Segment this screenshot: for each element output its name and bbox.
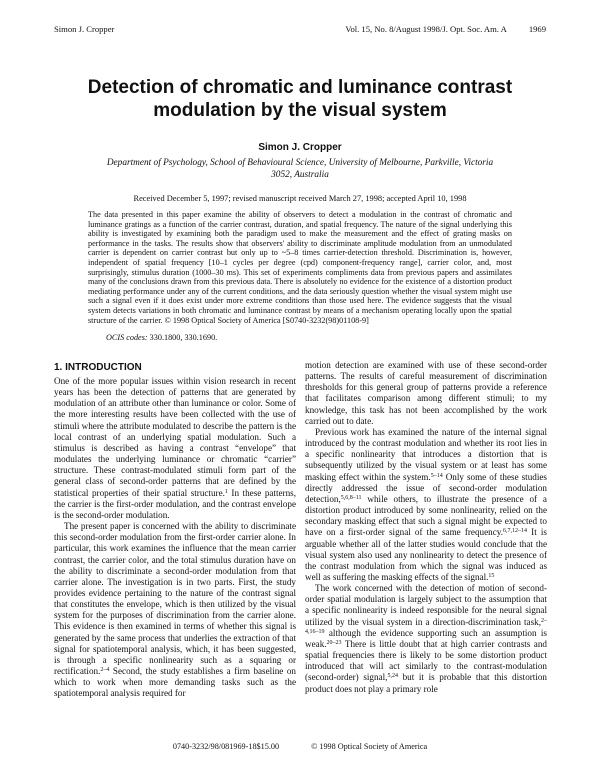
- running-head-right: [341, 24, 546, 34]
- reference: 2–4,16–19: [305, 617, 547, 635]
- running-head-author: Simon J. Cropper: [54, 24, 115, 34]
- running-head: [54, 24, 546, 34]
- reference: 6,7,12–14: [503, 528, 528, 535]
- abstract: The data presented in this paper examine the ability of observers to detect a modulation in the contrast of chromatic and luminance gratings as a function of the carrier contrast, duration, and spatial frequency. The nature of the signal underlying this ability is investigated by examining both the paradigm used to make the measurement and the effect of grating masks on performance in the tasks. The results show that observers' ability to discriminate amplitude modulation from an unmodulated carrier is dependent on carrier contrast but only up to ~5–8 times carrier-detection threshold. Discrimination is, however, independent of spatial frequency [10–1 cycles per degree (cpd) component-frequency range], carrier color, and, most surprisingly, stimulus duration (1000–30 ms). This set of experiments compliments data from previous papers and assimilates many of the conclusions drawn from this previous data. There is absolutely no evidence for the existence of a distortion product mediating performance under any of the current conditions, and the data seriously question whether the visual system might use such a signal even if it does exist under more extreme conditions than those used here. The evidence suggests that the visual system detects variations in both chromatic and luminance contrast by means of a mechanism operating locally upon the spatial structure of the carrier. © 1998 Optical Society of America [S0740-3232(98)01108-9]: [88, 210, 512, 325]
- running-head-volume: Vol. 15, No. 8/August 1998/J. Opt. Soc. Am. A: [345, 24, 507, 34]
- intro-paragraph-1: One of the more popular issues within vision research in recent years has been the detection of patterns that are generated by modulation of an attribute other than luminance or color. Some of the more interesting results have been collected with the use of stimuli where the attribute modulated to describe the pattern is the local contrast of an underlying spatial modulation. Such a stimulus is described as having a contrast “envelope” that modulates the underlying luminance or chromatic “carrier” structure. These contrast-modulated stimuli form part of the general class of second-order patterns that are defined by the statistical properties of their spatial structure.$^1$ In these patterns, the carrier is the first-order modulation, and the contrast envelope is the second-order modulation.: [54, 376, 296, 520]
- left-column: [54, 362, 296, 700]
- intro-paragraph-5: The work concerned with the detection of motion of second-order spatial modulation is largely subject to the assumption that a specific nonlinearity is indeed responsible for the neural signal utilized by the visual system in a direction-discrimination task,$^{2-4,16-19}$ although the evidence supporting such an assumption is weak.$^{20-23}$ There is little doubt that at high carrier contrasts and spatial frequencies there is likely to be some distortion product introduced that will act similarly to the contrast-modulation (second-order) signal,$^{5,24}$ but it is probable that this distortion product does not play a primary role: [305, 583, 547, 694]
- reference: 2–4: [100, 667, 110, 674]
- reference: 1: [224, 488, 228, 495]
- author-affiliation: Department of Psychology, School of Behavioural Science, University of Melbourne, Parkville, Victoria 3052, Australia: [106, 158, 494, 180]
- footer-copyright: © 1998 Optical Society of America: [311, 742, 428, 751]
- page-number: 1969: [528, 24, 546, 34]
- right-column: [305, 360, 547, 695]
- intro-paragraph-2: The present paper is concerned with the ability to discriminate this second-order modulation from the first-order carrier alone. In particular, this work examines the influence that the mean carrier contrast, the carrier color, and the total stimulus duration have on the ability to discriminate a second-order modulation from that carrier alone. The investigation is in two parts. First, the study provides evidence pertaining to the nature of the contrast signal that constitutes the envelope, which is then utilized by the visual system for the purposes of discrimination from the carrier alone. This evidence is then examined in terms of whether this signal is generated by the same process that underlies the extraction of that signal for spatiotemporal analysis, which, it has been suggested, is through a specific nonlinearity such as a squaring or rectification.$^{2-4}$ Second, the study establishes a firm baseline on which to work when more demanding tasks such as the spatiotemporal analysis required for: [54, 521, 296, 699]
- reference: 5,6,8–11: [340, 494, 362, 501]
- author-name: Simon J. Cropper: [258, 142, 342, 153]
- footer-code: 0740-3232/98/081969-18$15.00: [172, 742, 280, 751]
- reference: 5,24: [387, 673, 398, 680]
- section-heading: 1. INTRODUCTION: [54, 362, 142, 373]
- ocis-values: 330.1800, 330.1690.: [149, 333, 218, 342]
- intro-paragraph-4: Previous work has examined the nature of the internal signal introduced by the contrast modulation and whether its root lies in a specific nonlinearity that introduces a distortion that is subsequently utilized by the visual system or at least has some masking effect within the system.$^{5-14}$ Only some of these studies directly addressed the issue of second-order modulation detection,$^{5,6,8-11}$ while others, to illustrate the presence of a distortion product introduced by some nonlinearity, relied on the secondary masking effect that such a signal might be expected to have on a first-order signal of the same frequency.$^{6,7,12-14}$ It is arguable whether all of the latter studies would conclude that the visual system also used any nonlinearity to detect the presence of the contrast modulation from which the signal was induced as well as suffering the masking effects of the signal.$^{15}$: [305, 426, 547, 582]
- reference: 20–23: [326, 639, 342, 646]
- article-title: Detection of chromatic and luminance contrast modulation by the visual system: [87, 77, 513, 121]
- reference: 15: [488, 572, 495, 579]
- ocis-label: OCIS codes:: [106, 333, 148, 342]
- ocis-codes: [106, 333, 217, 342]
- reference: 5–14: [430, 472, 443, 479]
- intro-paragraph-3: motion detection are examined with use of these second-order patterns. The results of careful measurement of discrimination thresholds for this general group of patterns provide a reference that facilitates comparison among different stimuli; to my knowledge, this task has not been accomplished by the work carried out to date.: [305, 360, 547, 426]
- received-dates: Received December 5, 1997; revised manuscript received March 27, 1998; accepted April 10, 1998: [133, 194, 467, 203]
- page-footer: [0, 742, 600, 751]
